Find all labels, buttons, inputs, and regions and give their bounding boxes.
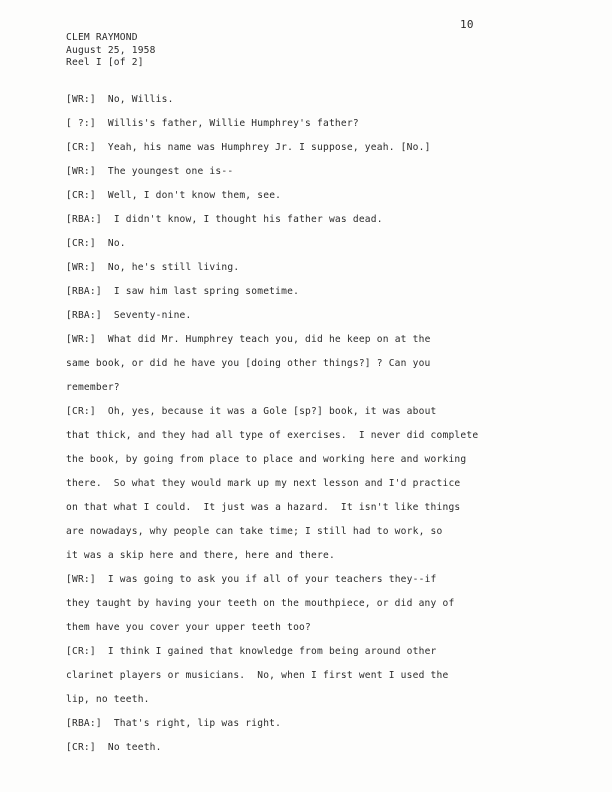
transcript-entry <box>66 184 556 208</box>
line-text: on that what I could. It just was a hazard. It isn't like things <box>66 502 461 513</box>
transcript-entry <box>66 736 556 760</box>
line-text: The youngest one is-- <box>107 166 234 177</box>
line-text: same book, or did he have you [doing other things?] ? Can you <box>66 358 431 369</box>
transcript-line <box>66 88 556 112</box>
interview-date: August 25, 1958 <box>66 44 156 56</box>
transcript-line <box>66 304 556 328</box>
line-text: that thick, and they had all type of exercises. I never did complete <box>66 430 479 441</box>
transcript-entry <box>66 304 556 328</box>
transcript-entry <box>66 208 556 232</box>
line-text: That's right, lip was right. <box>113 718 282 729</box>
line-text: are nowadays, why people can take time; I still had to work, so <box>66 526 443 537</box>
transcript-entry <box>66 328 556 400</box>
transcript-line <box>66 256 556 280</box>
line-text: No, he's still living. <box>107 262 240 273</box>
line-text: What did Mr. Humphrey teach you, did he keep on at the <box>107 334 431 345</box>
transcript-entry <box>66 280 556 304</box>
transcript-entry <box>66 712 556 736</box>
transcript-line <box>66 280 556 304</box>
line-text: the book, by going from place to place and working here and working <box>66 454 467 465</box>
transcript-entry <box>66 256 556 280</box>
speaker-label: [CR:] <box>66 142 96 153</box>
speaker-label: [CR:] <box>66 742 96 753</box>
speaker-label: [CR:] <box>66 646 96 657</box>
line-text: lip, no teeth. <box>66 694 150 705</box>
transcript-line <box>66 472 556 496</box>
speaker-label: [WR:] <box>66 166 96 177</box>
line-text: Seventy-nine. <box>113 310 192 321</box>
transcript-line <box>66 400 556 424</box>
line-text: them have you cover your upper teeth too? <box>66 622 312 633</box>
transcript-line <box>66 568 556 592</box>
line-text: there. So what they would mark up my next lesson and I'd practice <box>66 478 461 489</box>
speaker-label: [WR:] <box>66 262 96 273</box>
transcript-line <box>66 520 556 544</box>
line-text: No. <box>107 238 126 249</box>
transcript-line <box>66 688 556 712</box>
transcript-line <box>66 232 556 256</box>
line-text: Yeah, his name was Humphrey Jr. I suppose, yeah. [No.] <box>107 142 431 153</box>
line-text: remember? <box>66 382 120 393</box>
speaker-label: [RBA:] <box>66 286 102 297</box>
transcript-line <box>66 352 556 376</box>
transcript-line <box>66 496 556 520</box>
transcript-entry <box>66 112 556 136</box>
transcript-line <box>66 160 556 184</box>
transcript-line <box>66 184 556 208</box>
page-number: 10 <box>460 18 474 31</box>
line-text: Well, I don't know them, see. <box>107 190 282 201</box>
transcript-entry <box>66 400 556 568</box>
transcript-line <box>66 208 556 232</box>
speaker-label: [RBA:] <box>66 718 102 729</box>
transcript-line <box>66 448 556 472</box>
transcript-line <box>66 592 556 616</box>
reel-label: Reel I [of 2] <box>66 57 144 68</box>
transcript-entry <box>66 232 556 256</box>
line-text: clarinet players or musicians. No, when I first went I used the <box>66 670 449 681</box>
transcript-entry <box>66 640 556 712</box>
speaker-label: [CR:] <box>66 190 96 201</box>
speaker-label: [ ?:] <box>66 118 96 129</box>
line-text: I didn't know, I thought his father was dead. <box>113 214 383 225</box>
transcript-line <box>66 328 556 352</box>
line-text: No, Willis. <box>107 94 174 105</box>
transcript-entry <box>66 160 556 184</box>
transcript-line <box>66 544 556 568</box>
line-text: they taught by having your teeth on the mouthpiece, or did any of <box>66 598 455 609</box>
document-header <box>66 32 156 70</box>
speaker-label: [CR:] <box>66 238 96 249</box>
transcript-line <box>66 376 556 400</box>
speaker-label: [WR:] <box>66 574 96 585</box>
transcript-entry <box>66 568 556 640</box>
line-text: Oh, yes, because it was a Gole [sp?] book, it was about <box>107 406 437 417</box>
speaker-label: [RBA:] <box>66 310 102 321</box>
speaker-label: [CR:] <box>66 406 96 417</box>
line-text: I saw him last spring sometime. <box>113 286 300 297</box>
speaker-label: [WR:] <box>66 334 96 345</box>
transcript-line <box>66 112 556 136</box>
transcript-line <box>66 424 556 448</box>
transcript-line <box>66 736 556 760</box>
line-text: I think I gained that knowledge from being around other <box>107 646 437 657</box>
speaker-label: [RBA:] <box>66 214 102 225</box>
line-text: it was a skip here and there, here and there. <box>66 550 335 561</box>
line-text: I was going to ask you if all of your teachers they--if <box>107 574 437 585</box>
interviewee-name: CLEM RAYMOND <box>66 32 138 43</box>
line-text: Willis's father, Willie Humphrey's father? <box>107 118 359 129</box>
transcript-line <box>66 664 556 688</box>
transcript-entry <box>66 88 556 112</box>
transcript-line <box>66 712 556 736</box>
transcript-entry <box>66 136 556 160</box>
transcript-line <box>66 616 556 640</box>
transcript-line <box>66 136 556 160</box>
transcript-body <box>66 88 556 760</box>
line-text: No teeth. <box>107 742 162 753</box>
transcript-line <box>66 640 556 664</box>
speaker-label: [WR:] <box>66 94 96 105</box>
